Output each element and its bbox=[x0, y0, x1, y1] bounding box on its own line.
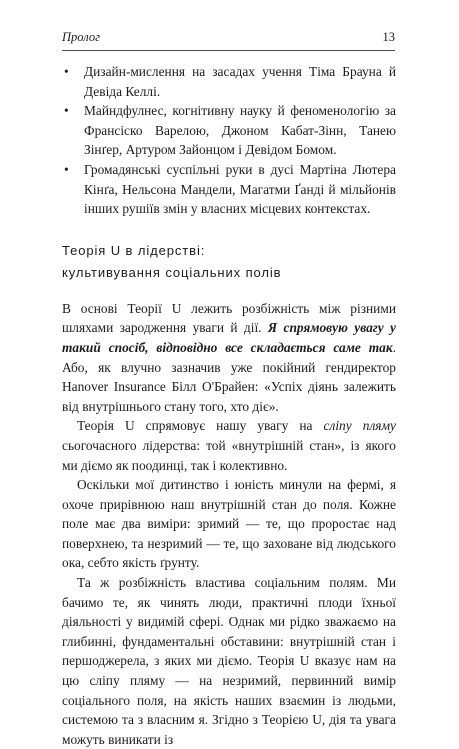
list-item bbox=[62, 160, 396, 219]
list-item-text: Майндфулнес, когнітивну науку й феноменологію за Франсіско Варелою, Джоном Кабат-Зінн, Танею Зінґер, Артуром Зайонцом і Девідом Бомом. bbox=[84, 103, 396, 158]
page-number: 13 bbox=[382, 30, 395, 44]
body-paragraph: Та ж розбіжність властива соціальним полям. Ми бачимо те, як чинять люди, практичні плоди їхньої діяльності у видимій сфері. Однак ми рідко зважаємо на глибинні, фундаментальні обставини: внутрішній стан і першоджерела, з яких ми діємо. Теорія U вказує нам на цю сліпу пляму — на незримий, первинний вимір соціального поля, на якість наших взаємин із людьми, системою та з власним я. Згідно з Теорією U, дія та увага можуть виникати із bbox=[62, 575, 396, 747]
bullet-icon: • bbox=[64, 103, 69, 119]
paragraph-text: В основі Теорії U лежить розбіжність між різними шляхами зародження уваги й дії. bbox=[62, 300, 396, 336]
emphasized-text: Я спрямовую увагу у такий спосіб, відповідно все складається саме так bbox=[62, 320, 396, 355]
running-title: Пролог bbox=[62, 30, 100, 44]
list-item bbox=[62, 62, 396, 101]
paragraph-text: Теорія U спрямовує нашу увагу на bbox=[77, 418, 324, 434]
page-header bbox=[62, 30, 395, 51]
body-paragraph bbox=[62, 299, 396, 417]
paragraph-text: сьогочасного лідерства: той «внутрішній стан», із якого ми діємо як поодинці, так і колективно. bbox=[62, 437, 396, 473]
body-paragraph: Оскільки мої дитинство і юність минули на фермі, я охоче прирівнюю наш внутрішній стан до поля. Кожне поле має два виміри: зримий — те, що проростає над поверхнею, та незримий — те, що заховане від людського ока, себто якість ґрунту. bbox=[62, 477, 396, 571]
body-paragraph bbox=[62, 416, 396, 475]
section-heading-line: Теорія U в лідерстві: bbox=[62, 242, 206, 258]
section-heading bbox=[62, 240, 396, 284]
list-item-text: Дизайн-мислення на засадах учення Тіма Брауна й Девіда Келлі. bbox=[84, 64, 396, 99]
bullet-icon: • bbox=[64, 161, 69, 177]
bullet-list bbox=[62, 62, 396, 219]
paragraph-text: . Або, як влучно зазначив уже покійний гендиректор Hanover Insurance Білл О'Брайен: «Успіх діянь залежить від внутрішнього стану того, хто діє». bbox=[62, 339, 396, 414]
bullet-icon: • bbox=[64, 64, 69, 79]
section-heading-line: культивування соціальних полів bbox=[62, 264, 282, 280]
list-item bbox=[62, 101, 396, 160]
list-item-text: Громадянські суспільні руки в дусі Мартіна Лютера Кінґа, Нельсона Мандели, Магатми Ґанді й мільйонів інших рушіїв змін у власних місцевих контекстах. bbox=[84, 161, 396, 217]
italic-text: сліпу пляму bbox=[323, 418, 396, 434]
page-content bbox=[62, 62, 396, 749]
